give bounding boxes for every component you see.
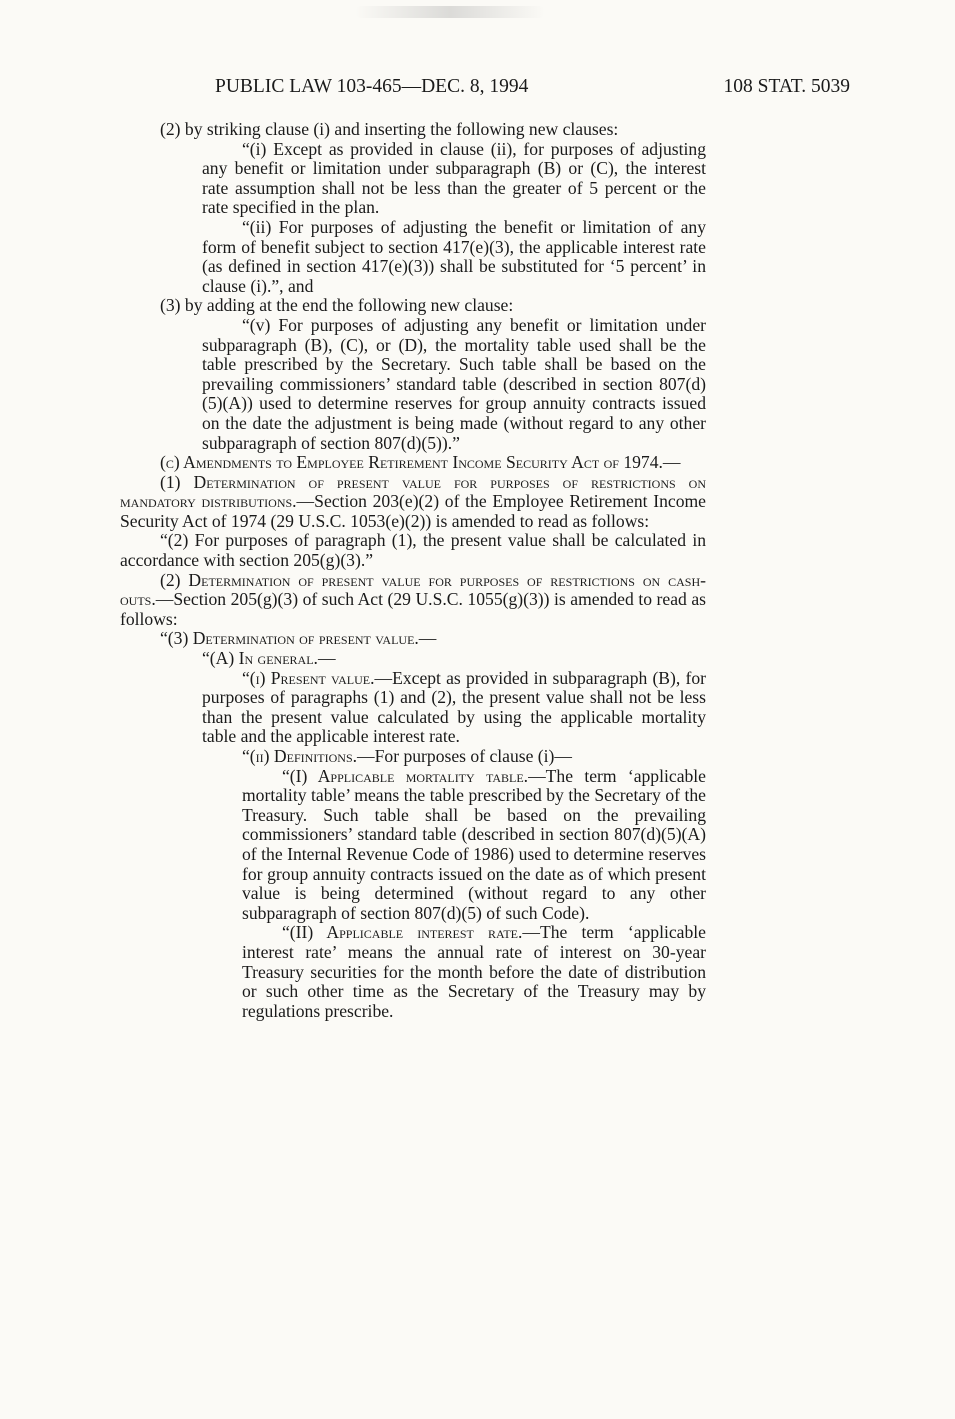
section-heading: “(3) Determination of present value.— bbox=[160, 628, 437, 649]
section-heading: (c) Amendments to Employee Retirement Income Security Act of 1974.— bbox=[160, 452, 681, 473]
paragraph bbox=[120, 923, 706, 1021]
paragraph bbox=[120, 767, 706, 924]
paragraph-text: For purposes of clause (i)— bbox=[374, 746, 573, 766]
header-left: PUBLIC LAW 103-465—DEC. 8, 1994 bbox=[215, 76, 529, 97]
paragraph bbox=[120, 453, 706, 473]
scan-artifact bbox=[355, 6, 545, 18]
paragraph-text: Section 205(g)(3) of such Act (29 U.S.C. 1055(g)(3)) is amended to read as follows: bbox=[120, 589, 706, 629]
paragraph: “(2) For purposes of paragraph (1), the present value shall be calculated in accordance with section 205(g)(3).” bbox=[120, 530, 706, 571]
section-heading: (2) Determination of present value for purposes of restrictions on cash-outs.— bbox=[120, 569, 706, 610]
section-heading: “(I) Applicable mortality table.— bbox=[282, 765, 546, 786]
paragraph bbox=[120, 669, 706, 747]
paragraph: (2) by striking clause (i) and inserting the following new clauses: bbox=[160, 119, 619, 139]
paragraph: “(i) Except as provided in clause (ii), for purposes of adjusting any benefit or limitation under subparagraph (B) or (C), the interest rate assumption shall not be less than the greater of 5 percent or the rate specified in the plan. bbox=[202, 138, 706, 218]
section-heading: “(i) Present value.— bbox=[242, 667, 393, 688]
paragraph-text: The term ‘applicable mortality table’ means the table prescribed by the Secretary of the Treasury. Such table shall be based on the prevailing commissioners’ standard table (described in section 807(d)(5)(A) of the Internal Revenue Code of 1986) used to determine reserves for group annuity contracts issued on the date as of which present value is being determined (without regard to any other subparagraph of section 807(d)(5) of such Code). bbox=[242, 765, 706, 923]
paragraph bbox=[120, 649, 706, 669]
header-right: 108 STAT. 5039 bbox=[723, 76, 850, 97]
paragraph: “(v) For purposes of adjusting any benefit or limitation under subparagraph (B), (C), or (D), the mortality table used shall be the table prescribed by the Secretary. Such table shall be based on the prevailing commissioners’ standard table (described in section 807(d)(5)(A)) used to determine reserves for group annuity contracts issued on the date the adjustment is being made (without regard to any other subparagraph of section 807(d)(5)).” bbox=[202, 314, 706, 453]
section-heading: “(II) Applicable interest rate.— bbox=[282, 922, 540, 943]
section-heading: (1) Determination of present value for purposes of restrictions on mandatory distributions.— bbox=[120, 471, 706, 512]
paragraph: “(ii) For purposes of adjusting the benefit or limitation of any form of benefit subject to section 417(e)(3), the applicable interest rate (as defined in section 417(e)(3)) shall be substituted for ‘5 percent’ in clause (i).”, and bbox=[202, 216, 706, 296]
paragraph-text: Section 203(e)(2) of the Employee Retirement Income Security Act of 1974 (29 U.S.C. 1053(e)(2)) is amended to read as follows: bbox=[120, 491, 706, 531]
paragraph-text: The term ‘applicable interest rate’ means the annual rate of interest on 30-year Treasury securities for the month before the date of distribution or such other time as the Secretary of the Treasury may by regulations prescribe. bbox=[242, 922, 706, 1021]
paragraph: (3) by adding at the end the following new clause: bbox=[160, 295, 514, 316]
section-heading: “(A) In general.— bbox=[202, 648, 336, 669]
paragraph bbox=[120, 629, 706, 649]
paragraph bbox=[120, 571, 706, 630]
document-body bbox=[120, 120, 706, 1021]
paragraph bbox=[120, 473, 706, 532]
section-heading: “(ii) Definitions.— bbox=[242, 746, 375, 766]
paragraph-text: Except as provided in subparagraph (B), for purposes of paragraphs (1) and (2), the present value shall not be less than the present value calculated by using the applicable mortality table and the applicable interest rate. bbox=[202, 667, 706, 747]
paragraph bbox=[120, 747, 706, 767]
